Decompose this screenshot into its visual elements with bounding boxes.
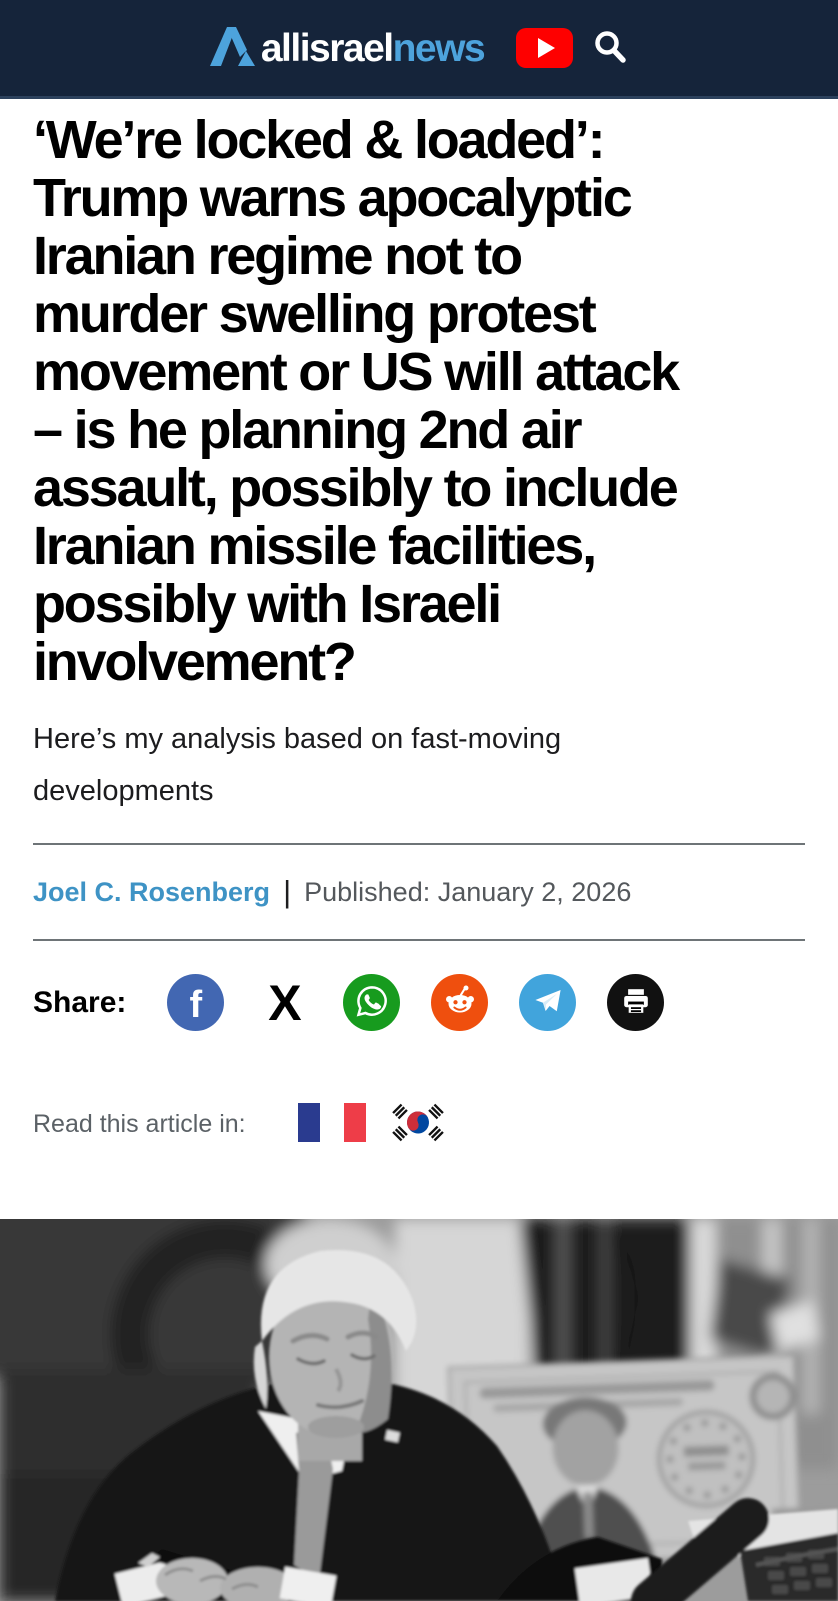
share-whatsapp-button[interactable] [343, 974, 400, 1031]
site-logo[interactable] [209, 24, 484, 73]
share-print-button[interactable] [607, 974, 664, 1031]
headline-line: assault, possibly to include [33, 458, 677, 518]
headline-line: involvement? [33, 632, 355, 692]
headline-line: ‘We’re locked & loaded’: [33, 110, 604, 170]
headline-line: possibly with Israeli [33, 574, 500, 634]
article-main [0, 111, 838, 1601]
share-reddit-button[interactable] [431, 974, 488, 1031]
brand-second: news [392, 26, 485, 70]
headline-line: Iranian regime not to [33, 226, 521, 286]
headline-line: murder swelling protest [33, 284, 595, 344]
share-label: Share: [33, 985, 127, 1019]
language-row [33, 1103, 805, 1145]
read-in-label: Read this article in: [33, 1109, 246, 1138]
telegram-icon [530, 983, 566, 1022]
logo-text [260, 26, 485, 70]
headline-line: movement or US will attack [33, 342, 679, 402]
share-row [33, 974, 805, 1031]
share-telegram-button[interactable] [519, 974, 576, 1031]
headline-line: – is he planning 2nd air [33, 400, 581, 460]
byline-separator: | [283, 874, 292, 909]
logo-mountain-icon [209, 24, 257, 73]
site-header [0, 0, 838, 99]
facebook-icon: f [189, 984, 203, 1026]
whatsapp-icon [353, 982, 391, 1023]
byline [33, 845, 805, 939]
headline-line: Iranian missile facilities, [33, 516, 595, 576]
share-facebook-button[interactable] [167, 974, 224, 1031]
youtube-button[interactable] [516, 28, 573, 68]
author-link[interactable]: Joel C. Rosenberg [33, 876, 271, 907]
korean-flag-button[interactable] [392, 1103, 444, 1145]
published-date: Published: January 2, 2026 [304, 876, 632, 907]
article-photo [0, 1219, 838, 1601]
subtitle-line: Here’s my analysis based on fast-moving [33, 723, 562, 755]
subtitle-line: developments [33, 775, 214, 807]
search-icon [591, 28, 629, 69]
divider [33, 939, 805, 941]
reddit-icon [440, 981, 480, 1024]
share-x-button[interactable] [255, 974, 312, 1031]
article-subtitle [33, 713, 805, 817]
brand-first: allisrael [260, 26, 393, 70]
x-twitter-icon: X [268, 974, 300, 1031]
print-icon [618, 983, 654, 1022]
korean-flag-icon [392, 1103, 444, 1145]
headline-line: Trump warns apocalyptic [33, 168, 631, 228]
youtube-play-icon [538, 38, 555, 58]
french-flag-button[interactable] [298, 1103, 366, 1145]
french-flag-icon [298, 1103, 366, 1145]
search-button[interactable] [591, 28, 629, 69]
article-headline [33, 111, 805, 691]
